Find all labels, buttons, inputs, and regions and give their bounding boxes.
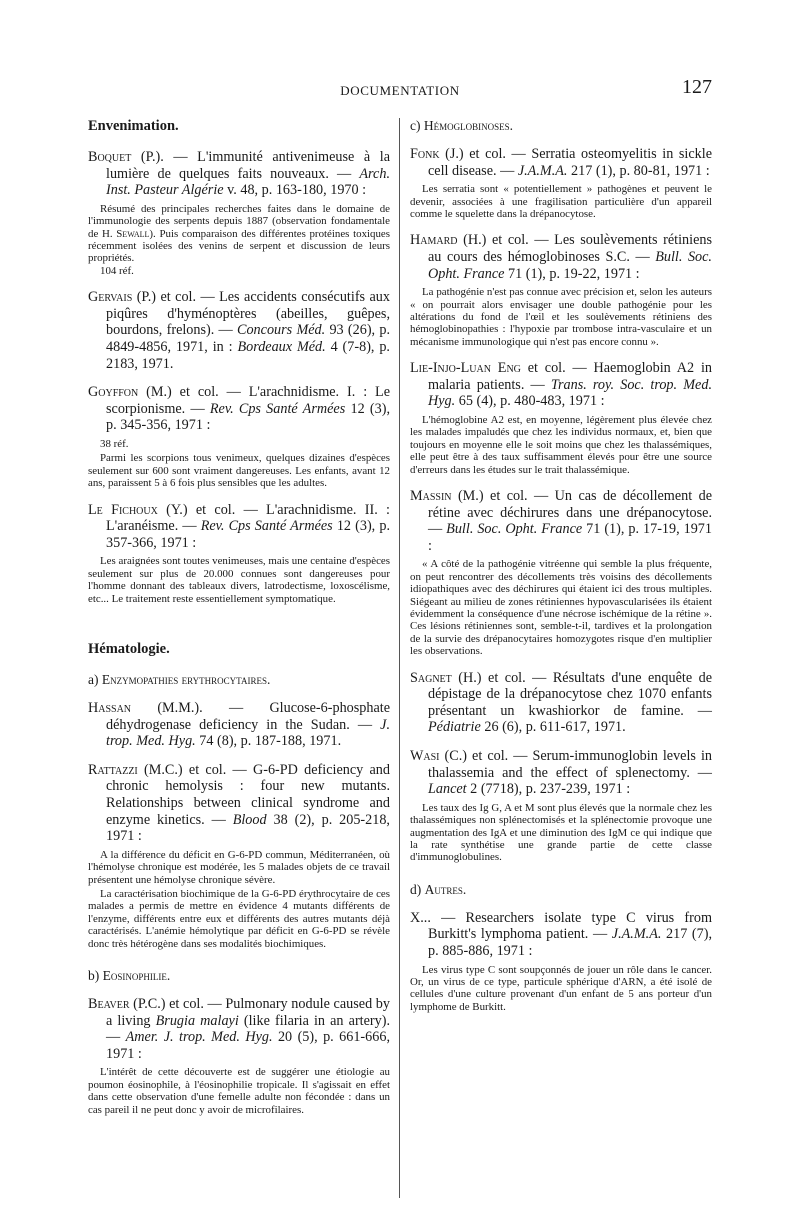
subsection-heading: a) Enzymopathies erythrocytaires. bbox=[88, 672, 271, 687]
author: Fonk (J.) bbox=[410, 146, 464, 162]
citation: Fonk (J.) et col. — Serratia osteomyelitis in sickle cell disease. — J.A.M.A. 217 (1), p. 80-81, 1971 : bbox=[410, 146, 712, 179]
abstract: « A côté de la pathogénie vitréenne qui semble la plus fréquente, on peut rencontrer des décollements très voisins des décollements idiopathiques avec des déchirures qui étaient ici des trous multiples. Siégeant au milieu de zones rétiniennes hypovascularisées ils étaient évidemment la conséquence d'une nécrose ischémique de la rétine ». Ces lésions rétiniennes sont, semble-t-il, tardives et la prolongation de la survie des drépanocytaires homozygotes risque d'en multiplier les observations. bbox=[410, 558, 712, 658]
author: Goyffon (M.) bbox=[88, 384, 172, 401]
journal: Bull. Soc. Opht. France bbox=[428, 249, 712, 282]
journal: Rev. Cps Santé Armées bbox=[200, 518, 333, 535]
bibliography-entry bbox=[410, 910, 712, 1013]
citation: Rattazzi (M.C.) et col. — G-6-PD deficiency and chronic hemolysis : four new mutants. Relationships between clinical syndrome and enzyme kinetics. — Blood 38 (2), p. 205-218, 1971 : bbox=[88, 761, 390, 845]
journal: Bordeaux Méd. bbox=[237, 339, 326, 355]
reference-count: 38 réf. bbox=[100, 437, 129, 450]
author: Boquet (P.). bbox=[88, 149, 164, 165]
author: Hamard (H.) bbox=[410, 232, 487, 249]
subsection-heading: c) Hémoglobinoses. bbox=[410, 118, 514, 133]
bibliography-entry bbox=[410, 670, 712, 736]
column-divider bbox=[399, 118, 400, 1198]
citation: Massin (M.) et col. — Un cas de décollement de rétine avec déchirures dans une drépanocytose. — Bull. Soc. Opht. France 71 (1), p. 17-19, 1971 : bbox=[410, 488, 713, 554]
bibliography-entry bbox=[88, 700, 390, 750]
author: Lie-Injo-Luan Eng bbox=[410, 360, 521, 377]
author: Le Fichoux (Y.) bbox=[88, 501, 188, 518]
journal: Rev. Cps Santé Armées bbox=[209, 400, 346, 417]
citation: Sagnet (H.) et col. — Résultats d'une enquête de dépistage de la drépanocytose chez 1070 enfants présentant un kwashiorkor de famine. — Pédiatrie 26 (6), p. 611-617, 1971. bbox=[410, 669, 713, 736]
journal: Concours Méd. bbox=[237, 322, 326, 339]
journal: Arch. Inst. Pasteur Algérie bbox=[106, 165, 390, 199]
citation: Beaver (P.C.) et col. — Pulmonary nodule caused by a living Brugia malayi (like filaria in an artery). — Amer. J. trop. Med. Hyg. 20 (5), p. 661-666, 1971 : bbox=[88, 996, 390, 1062]
subsection-heading: b) Eosinophilie. bbox=[88, 968, 171, 983]
abstract: L'intérêt de cette découverte est de suggérer une étiologie au poumon éosinophile, à l'éosinophilie tropicale. Il s'agissait en effet dans cette observation d'une femelle adulte non fécondée : dans un cas pareil il ne peut donc y avoir de microfilaires. bbox=[88, 1066, 390, 1116]
citation: Hamard (H.) et col. — Les soulèvements rétiniens au cours des hémoglobinoses S.C. — Bull. Soc. Opht. France 71 (1), p. 19-22, 1971 : bbox=[410, 232, 712, 282]
bibliography-entry bbox=[410, 748, 712, 864]
bibliography-entry bbox=[88, 762, 390, 950]
author: X... bbox=[410, 909, 431, 926]
bibliography-entry bbox=[88, 384, 390, 489]
page-header bbox=[88, 76, 712, 104]
journal: Lancet bbox=[428, 781, 467, 798]
journal: Bull. Soc. Opht. France bbox=[446, 521, 583, 538]
bibliography-entry bbox=[410, 232, 712, 348]
abstract: L'hémoglobine A2 est, en moyenne, légèrement plus élevée chez les malades impaludés que chez les individus normaux, et, bien que toujours en moyenne elle le soit moins que chez les thalassémiques, elle peut être à des taux suffisamment élevés pour être une source d'erreurs dans les études sur le trait thalassémique. bbox=[410, 414, 712, 476]
journal: Blood bbox=[232, 811, 267, 828]
abstract: La caractérisation biochimique de la G-6-PD érythrocytaire de ces malades a permis de mettre en évidence 4 mutants différents de l'enzyme, différents entre eux et différents des autres mutants déjà caractérisés. L'anémie hémolytique par déficit en G-6-PD se révèle donc très hétérogène dans ses modalités biochimiques. bbox=[88, 887, 390, 950]
journal: J.A.M.A. bbox=[611, 926, 662, 943]
reference-count: 104 réf. bbox=[100, 264, 134, 277]
section-title-envenimation: Envenimation. bbox=[88, 118, 179, 134]
journal: J. trop. Med. Hyg. bbox=[106, 716, 390, 750]
citation: Goyffon (M.) et col. — L'arachnidisme. I. : Le scorpionisme. — Rev. Cps Santé Armées 12 (3), p. 345-356, 1971 : bbox=[88, 384, 391, 434]
left-column bbox=[88, 118, 390, 1128]
author: Beaver (P.C.) bbox=[88, 996, 166, 1012]
abstract: Les araignées sont toutes venimeuses, mais une centaine d'espèces seulement sur plus de 20.000 connues sont dangereuses pour l'homme donnant des tableaux divers, latrodectisme, loxoscélisme, etc... Le traitement reste essentiellement symptomatique. bbox=[88, 555, 390, 605]
journal: Trans. roy. Soc. trop. Med. Hyg. bbox=[428, 376, 712, 410]
species-name: Brugia malayi bbox=[155, 1012, 239, 1029]
citation: Boquet (P.). — L'immunité antivenimeuse à la lumière de quelques faits nouveaux. — Arch. Inst. Pasteur Algérie v. 48, p. 163-180, 1970 : bbox=[88, 149, 390, 199]
journal: Pédiatrie bbox=[428, 719, 481, 736]
journal: J.A.M.A. bbox=[517, 162, 568, 179]
page-number: 127 bbox=[682, 76, 712, 98]
abstract: Les taux des Ig G, A et M sont plus élevés que la normale chez les thalassémiques non splénectomisés et la splénectomie provoque une augmentation des IgA et une diminution des IgM ce qui indique que la rate synthétise une grande partie de cette classe d'immunoglobulines. bbox=[410, 801, 712, 864]
author: Wasi (C.) bbox=[410, 748, 468, 765]
author: Sagnet (H.) bbox=[410, 669, 482, 686]
subsection-heading: d) Autres. bbox=[410, 881, 467, 897]
bibliography-entry bbox=[88, 502, 390, 605]
abstract: Parmi les scorpions tous venimeux, quelques dizaines d'espèces seulement sur 600 sont vraiment dangereuses. Les enfants, avant 12 ans, paraissent 5 à 6 fois plus sensibles que les adultes. bbox=[88, 452, 390, 490]
abstract: Les serratia sont « potentiellement » pathogènes et peuvent le devenir, associées à une fragilisation particulière d'un appareil comme le squelette dans la drépanocytose. bbox=[410, 183, 712, 220]
abstract: Résumé des principales recherches faites dans le domaine de l'immunologie des serpents depuis 1887 (observation fondamentale de H. Sewall). Puis comparaison des différentes protéines toxiques récemment isolées des venins de serpent et discussion de leurs propriétés. bbox=[88, 202, 391, 265]
abstract: A la différence du déficit en G-6-PD commun, Méditerranéen, où l'hémolyse chronique est modérée, les 5 malades objets de ce travail présentent une hémolyse chronique sévère. bbox=[88, 848, 390, 886]
author: Massin (M.) bbox=[410, 488, 484, 505]
bibliography-entry bbox=[88, 996, 390, 1116]
citation: Le Fichoux (Y.) et col. — L'arachnidisme. II. : L'aranéisme. — Rev. Cps Santé Armées 12 (3), p. 357-366, 1971 : bbox=[88, 501, 390, 551]
abstract: La pathogénie n'est pas connue avec précision et, selon les auteurs « on pourrait alors envisager une double pathogénie pour les altérations du fond de l'œil et les soulèvements rétiniens des hémoglobinopathies : l'hypoxie par trombose intra-vasculaire et un mécanisme immunologique qui n'est pas encore connu ». bbox=[410, 286, 712, 348]
author: Gervais (P.) bbox=[88, 289, 157, 306]
bibliography-entry bbox=[410, 488, 712, 658]
bibliography-entry bbox=[88, 149, 390, 277]
bibliography-entry bbox=[88, 289, 390, 372]
bibliography-entry bbox=[410, 360, 712, 476]
author: Hassan (M.M.). bbox=[88, 700, 203, 716]
citation: X... — Researchers isolate type C virus from Burkitt's lymphoma patient. — J.A.M.A. 217 (7), p. 885-886, 1971 : bbox=[410, 909, 713, 960]
abstract: Les virus type C sont soupçonnés de jouer un rôle dans le cancer. Or, un virus de ce type, particule sphérique d'ARN, a été isolé de cellules d'une culture provenant d'un enfant de 5 ans porteur d'un lymphome de Burkitt. bbox=[410, 963, 712, 1013]
author: Rattazzi (M.C.) bbox=[88, 761, 183, 778]
right-column bbox=[410, 118, 712, 1025]
citation: Gervais (P.) et col. — Les accidents consécutifs aux piqûres d'hyménoptères (abeilles, guêpes, bourdons, frelons). — Concours Méd. 93 (26), p. 4849-4856, 1971, in : Bordeaux Méd. 4 (7-8), p. 2183, 1971. bbox=[88, 289, 390, 372]
citation: Wasi (C.) et col. — Serum-immunoglobin levels in thalassemia and the effect of splenectomy. — Lancet 2 (7718), p. 237-239, 1971 : bbox=[410, 748, 712, 798]
bibliography-entry bbox=[410, 146, 712, 220]
citation: Lie-Injo-Luan Eng et col. — Haemoglobin A2 in malaria patients. — Trans. roy. Soc. trop. Med. Hyg. 65 (4), p. 480-483, 1971 : bbox=[410, 360, 712, 410]
journal: Amer. J. trop. Med. Hyg. bbox=[125, 1029, 273, 1046]
citation: Hassan (M.M.). — Glucose-6-phosphate déhydrogenase deficiency in the Sudan. — J. trop. Med. Hyg. 74 (8), p. 187-188, 1971. bbox=[88, 700, 390, 750]
running-head: DOCUMENTATION bbox=[340, 83, 460, 98]
section-title-hematologie: Hématologie. bbox=[88, 641, 170, 657]
